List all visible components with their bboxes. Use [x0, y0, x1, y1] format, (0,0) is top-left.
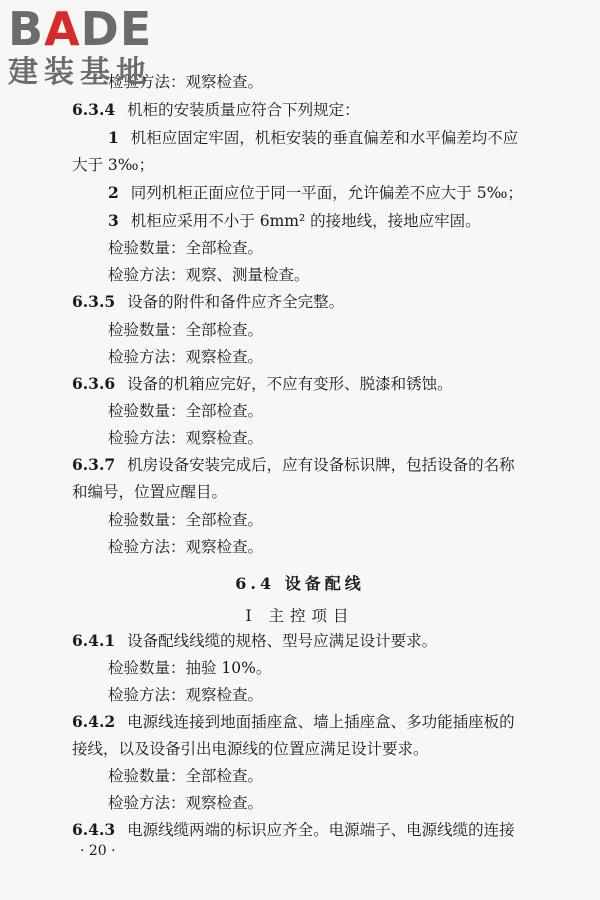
list-number: 2	[108, 183, 119, 202]
text-line: 大于 3‰；	[72, 156, 155, 174]
clause-number: 6.4.2	[72, 712, 116, 731]
list-item: 3 机柜应采用不小于 6mm² 的接地线，接地应牢固。	[108, 211, 481, 230]
text-line: 检验方法：观察检查。	[108, 429, 264, 447]
clause-number: 6.3.7	[72, 455, 116, 474]
text-line: 检验数量：全部检查。	[108, 511, 264, 529]
logo-wordmark: BADE	[8, 2, 153, 56]
text-line: 检验方法：观察检查。	[108, 538, 264, 556]
text-line: 检验数量：全部检查。	[108, 767, 264, 785]
clause-number: 6.3.4	[72, 100, 116, 119]
clause-line: 6.3.4 机柜的安装质量应符合下列规定：	[72, 100, 360, 119]
text-line: 检验数量：全部检查。	[108, 402, 264, 420]
text-line: 检验数量：抽验 10%。	[108, 659, 272, 677]
clause-line: 6.4.3 电源线缆两端的标识应齐全。电源端子、电源线缆的连接	[72, 820, 515, 839]
text-line: 检验数量：全部检查。	[108, 239, 264, 257]
list-item: 2 同列机柜正面应位于同一平面，允许偏差不应大于 5‰；	[108, 183, 523, 202]
clause-number: 6.3.5	[72, 292, 116, 311]
text-line: 检验方法：观察检查。	[108, 73, 264, 91]
text-line: 检验方法：观察、测量检查。	[108, 266, 310, 284]
sub-heading: Ⅰ 主控项目	[245, 607, 355, 625]
list-number: 1	[108, 128, 119, 147]
text-line: 检验数量：全部检查。	[108, 321, 264, 339]
clause-line: 6.4.1 设备配线线缆的规格、型号应满足设计要求。	[72, 631, 438, 650]
list-item: 1 机柜应固定牢固，机柜安装的垂直偏差和水平偏差均不应	[108, 128, 519, 147]
clause-number: 6.4.3	[72, 820, 116, 839]
logo-subtitle: 建装基地	[8, 55, 152, 90]
text-line: 检验方法：观察检查。	[108, 348, 264, 366]
section-heading: 6.4 设备配线	[235, 574, 365, 593]
clause-number: 6.4.1	[72, 631, 116, 650]
clause-line: 6.3.6 设备的机箱应完好，不应有变形、脱漆和锈蚀。	[72, 374, 453, 393]
watermark-logo	[8, 4, 152, 90]
list-number: 3	[108, 211, 119, 230]
text-line: 和编号，位置应醒目。	[72, 483, 228, 501]
page-number: · 20 ·	[80, 843, 116, 859]
text-line: 检验方法：观察检查。	[108, 794, 264, 812]
clause-line: 6.4.2 电源线连接到地面插座盒、墙上插座盒、多功能插座板的	[72, 712, 515, 731]
clause-line: 6.3.7 机房设备安装完成后，应有设备标识牌，包括设备的名称	[72, 455, 515, 474]
clause-line: 6.3.5 设备的附件和备件应齐全完整。	[72, 292, 345, 311]
clause-number: 6.3.6	[72, 374, 116, 393]
text-line: 接线，以及设备引出电源线的位置应满足设计要求。	[72, 740, 429, 758]
text-line: 检验方法：观察检查。	[108, 686, 264, 704]
